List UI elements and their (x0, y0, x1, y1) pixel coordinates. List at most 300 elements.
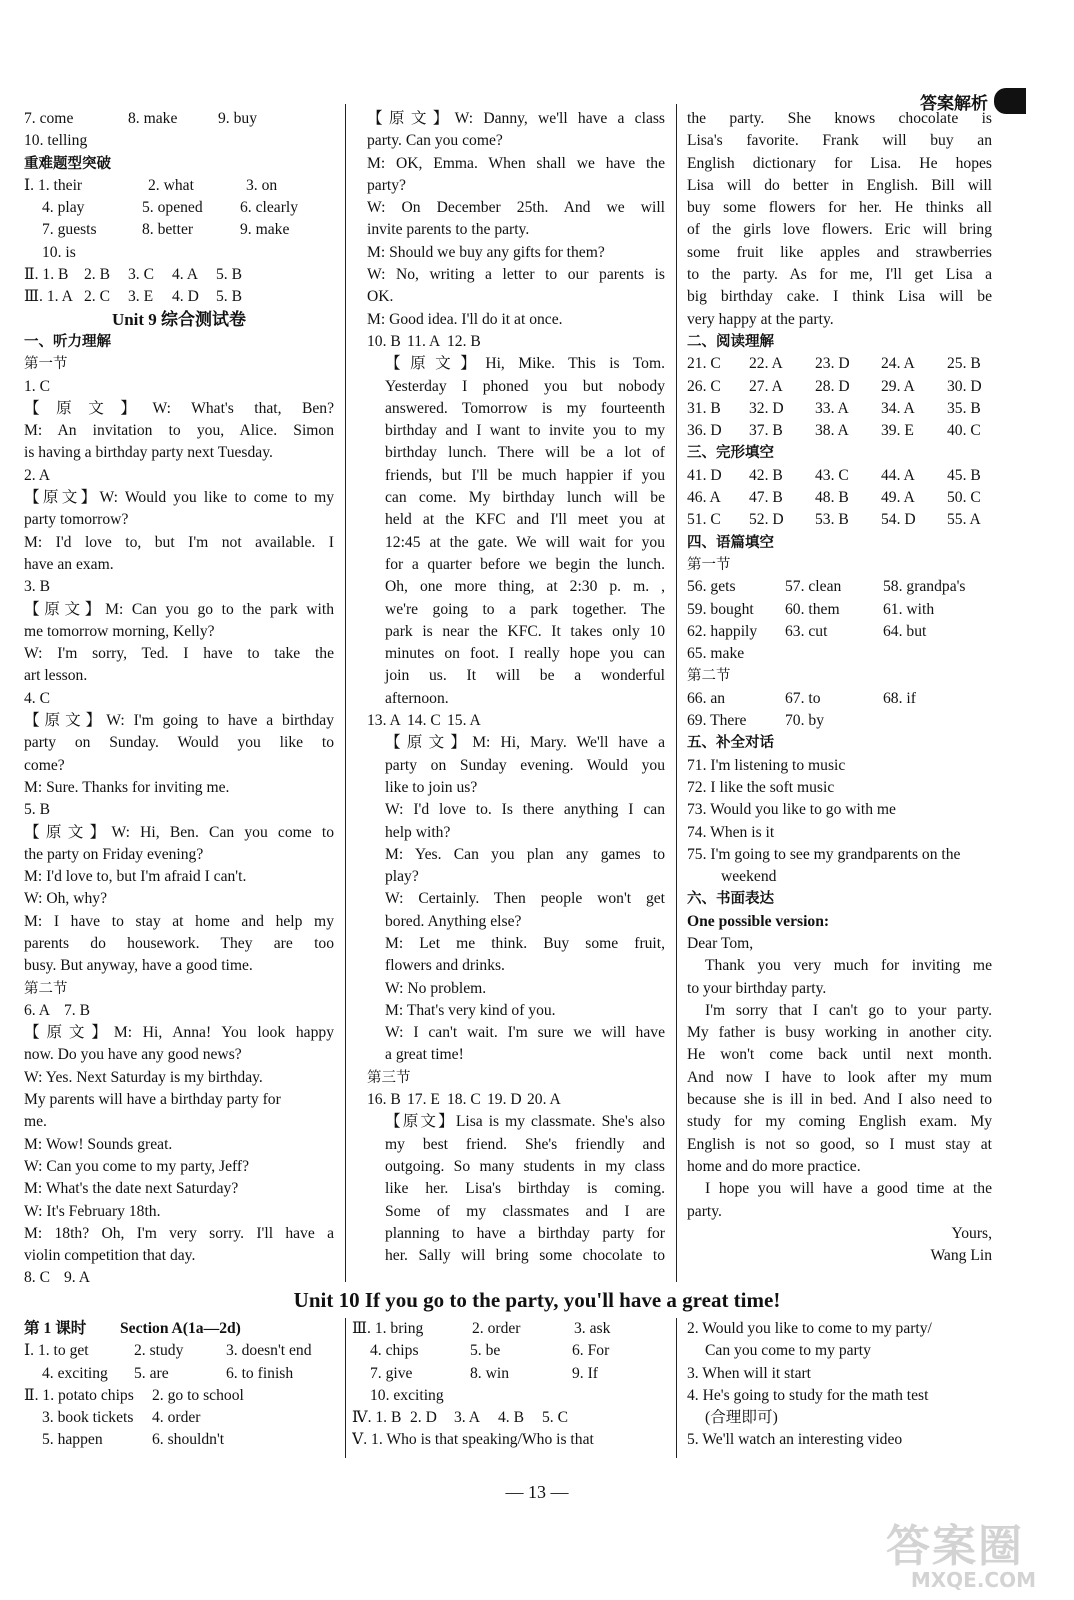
answer-cell: 5. happen (42, 1431, 103, 1449)
answer-row (24, 1363, 334, 1385)
answer-cell: 7. B (64, 1001, 90, 1019)
answer-cell: 5. are (134, 1364, 169, 1382)
watermark-logo (886, 1510, 1036, 1592)
text-line: Lisa's favorite. Frank will buy an (687, 132, 992, 150)
text-line: party tomorrow? (24, 511, 129, 529)
answer-cell: 26. C (687, 377, 721, 395)
text-line: 72. I like the soft music (687, 778, 835, 796)
bottom-divider-right (676, 1318, 677, 1458)
text-line: W: On December 25th. And we will (367, 199, 665, 217)
header-tab-marker (994, 88, 1026, 114)
column-divider-left (345, 104, 346, 1282)
text-line: like her. Lisa's birthday is coming. (385, 1180, 665, 1198)
text-line: 【原文】W: Would you like to come to my (24, 489, 334, 507)
text-line: Ⅴ. 1. Who is that speaking/Who is that (352, 1431, 594, 1449)
text-line: 5. We'll watch an interesting video (687, 1431, 903, 1449)
text-line: me tomorrow morning, Kelly? (24, 622, 215, 640)
text-line: M: An invitation to you, Alice. Simon (24, 422, 334, 440)
text-line: my best friend. She's friendly and (385, 1135, 665, 1153)
answer-cell: 54. D (881, 511, 916, 529)
answer-cell: Ⅲ. 1. bring (352, 1320, 424, 1337)
answer-cell: 6. to finish (226, 1364, 294, 1382)
answer-row (24, 1000, 334, 1022)
text-line: And now I have to look after my mum (687, 1068, 992, 1086)
answer-cell: 4. D (172, 288, 199, 306)
answer-row (24, 1385, 334, 1407)
text-line: 【原文】Lisa is my classmate. She's also (385, 1113, 665, 1131)
text-line: 【原文】W: Danny, we'll have a class (367, 110, 665, 127)
answer-cell: 4. chips (370, 1342, 419, 1360)
text-line: play? (385, 868, 419, 886)
bottom-right-answers (687, 1318, 992, 1452)
answer-cell: 2. order (472, 1320, 521, 1337)
answer-row (24, 175, 334, 197)
answer-row (367, 331, 665, 353)
answer-cell: 3. C (128, 266, 154, 284)
column-middle (367, 108, 665, 1267)
text-line: buy some flowers for her. He thinks all (687, 199, 992, 217)
text-line: 10. exciting (370, 1386, 444, 1404)
answer-cell: 44. A (881, 466, 915, 484)
answer-cell: 8. better (142, 221, 194, 239)
answer-cell: 69. There (687, 712, 747, 730)
text-line: 10. is (42, 243, 76, 261)
header-label: 答案解析 (920, 93, 988, 114)
answer-cell: 53. B (815, 511, 849, 529)
answer-cell: 2. study (134, 1342, 184, 1360)
text-line: M: Yes. Can you plan any games to (385, 845, 665, 863)
text-line: park is near the KFC. It takes only 10 (385, 622, 665, 640)
answer-cell: 4. exciting (42, 1364, 108, 1382)
text-line: M: I'd love to, but I'm not available. I (24, 533, 334, 551)
answer-cell: 33. A (815, 399, 849, 417)
answer-cell: 4. B (498, 1409, 524, 1427)
text-line: flowers and drinks. (385, 957, 505, 975)
text-line: party? (367, 176, 406, 194)
text-line: 3. When will it start (687, 1364, 812, 1382)
text-line: 2. Would you like to come to my party/ (687, 1320, 932, 1337)
text-line: W: I'm sorry, Ted. I have to take the (24, 645, 334, 663)
answer-cell: 3. book tickets (42, 1409, 134, 1427)
text-line: W: It's February 18th. (24, 1202, 161, 1220)
answer-cell: 3. on (246, 176, 278, 194)
answer-row (687, 420, 992, 442)
answer-cell: 32. D (749, 399, 784, 417)
answer-cell: 49. A (881, 489, 915, 507)
text-line: birthday lunch. There will be a lot of (385, 444, 665, 462)
answer-row (687, 599, 992, 621)
text-line: 65. make (687, 645, 745, 663)
answer-cell: Ⅳ. 1. B (352, 1409, 402, 1427)
answer-row (687, 621, 992, 643)
text-line: Yesterday I phoned you but nobody (385, 377, 665, 395)
answer-cell: 8. win (470, 1364, 509, 1382)
text-line: afternoon. (385, 689, 449, 707)
answer-cell: 7. give (370, 1364, 413, 1382)
answer-row (687, 465, 992, 487)
answer-cell: 27. A (749, 377, 783, 395)
answer-cell: 35. B (947, 399, 981, 417)
answer-cell: 22. A (749, 355, 783, 373)
answer-cell: 3. A (454, 1409, 480, 1427)
text-line: 75. I'm going to see my grandparents on the (687, 845, 961, 863)
answer-cell: 5. C (542, 1409, 568, 1427)
answer-cell: 第 1 课时 (24, 1320, 87, 1337)
answer-cell: 70. by (785, 712, 824, 730)
section-heading: 三、完形填空 (687, 445, 774, 462)
answer-cell: 2. what (148, 176, 194, 194)
text-line: I'm sorry that I can't go to your party. (705, 1001, 992, 1019)
text-line: minutes on foot. I really hope you can (385, 645, 665, 663)
answer-row (24, 219, 334, 241)
test-title: Unit 9 综合测试卷 (111, 309, 247, 329)
answer-cell: 4. play (42, 199, 85, 217)
text-line: bored. Anything else? (385, 912, 522, 930)
text-line: M: Let me think. Buy some fruit, (385, 934, 665, 952)
answer-cell: 7. guests (42, 221, 97, 239)
answer-cell: 30. D (947, 377, 982, 395)
text-line: M: That's very kind of you. (385, 1001, 556, 1019)
answer-cell: 16. B (367, 1091, 401, 1109)
answer-row (687, 710, 992, 732)
text-line: W: No, writing a letter to our parents is (367, 266, 665, 284)
answer-cell: 6. clearly (240, 199, 299, 217)
answer-row (687, 487, 992, 509)
answer-cell: 6. shouldn't (152, 1431, 225, 1449)
text-line: very happy at the party. (687, 310, 834, 328)
answer-cell: 3. doesn't end (226, 1342, 312, 1360)
text-line: M: Should we buy any gifts for them? (367, 243, 605, 261)
answer-cell: 43. C (815, 466, 849, 484)
answer-cell: 34. A (881, 399, 915, 417)
text-line: M: OK, Emma. When shall we have the (367, 154, 665, 172)
signature-line: Yours, (951, 1224, 992, 1242)
subsection-label: 第二节 (687, 668, 731, 685)
text-line: study for my coming English exam. My (687, 1113, 992, 1131)
answer-cell: 36. D (687, 422, 722, 440)
text-line: Some of my classmates and I are (385, 1202, 665, 1220)
text-line: me. (24, 1113, 47, 1131)
answer-cell: Ⅰ. 1. their (24, 176, 83, 194)
answer-cell: 2. C (84, 288, 110, 306)
text-line: 2. A (24, 466, 50, 484)
text-line: have an exam. (24, 555, 114, 573)
section-heading: 四、语篇填空 (687, 534, 774, 551)
answer-cell: 4. A (172, 266, 198, 284)
answer-cell: 9. If (572, 1364, 598, 1382)
text-line: 1. C (24, 377, 50, 395)
answer-row (24, 1267, 334, 1289)
text-line: W: Yes. Next Saturday is my birthday. (24, 1068, 263, 1086)
text-line: W: Certainly. Then people won't get (385, 890, 665, 908)
answer-cell: 67. to (785, 689, 821, 707)
text-line: parents do housework. They are too (24, 934, 334, 952)
text-line: answered. Tomorrow is my fourteenth (385, 399, 665, 417)
answer-cell: 47. B (749, 489, 783, 507)
text-line: M: Sure. Thanks for inviting me. (24, 778, 230, 796)
answer-cell: Ⅰ. 1. to get (24, 1342, 89, 1360)
text-line: now. Do you have any good news? (24, 1046, 242, 1064)
text-line: M: I have to stay at home and help my (24, 912, 334, 930)
answer-cell: 11. A (407, 332, 441, 350)
text-line: W: Oh, why? (24, 890, 108, 908)
text-line: the party on Friday evening? (24, 845, 204, 863)
column-divider-right (676, 104, 677, 1282)
answer-cell: 41. D (687, 466, 722, 484)
text-line: 3. B (24, 578, 50, 596)
text-line: a great time! (385, 1046, 464, 1064)
answer-row (24, 1318, 334, 1340)
answer-cell: 52. D (749, 511, 784, 529)
text-line: her. Sally will bring some chocolate to (385, 1247, 665, 1265)
answer-cell: 17. E (407, 1091, 440, 1109)
answer-cell: Ⅱ. 1. potato chips (24, 1386, 134, 1404)
text-line: busy. But anyway, have a good time. (24, 957, 253, 975)
answer-cell: 59. bought (687, 600, 754, 618)
answer-cell: 23. D (815, 355, 850, 373)
text-line: because she is ill in bed. And I also need to (687, 1091, 992, 1109)
subsection-label: 第三节 (367, 1069, 411, 1086)
text-line: OK. (367, 288, 394, 306)
text-line: big birthday cake. I think Lisa will be (687, 288, 992, 306)
text-line: 74. When is it (687, 823, 775, 841)
text-line: come? (24, 756, 65, 774)
answer-cell: 10. B (367, 332, 401, 350)
text-line: English dictionary for Lisa. He hopes (687, 154, 992, 172)
text-line: M: Good idea. I'll do it at once. (367, 310, 563, 328)
watermark-line2: MXQE.COM (910, 1568, 1036, 1592)
answer-row (687, 576, 992, 598)
answer-cell: Ⅱ. 1. B (24, 266, 69, 284)
text-line: art lesson. (24, 667, 88, 685)
text-line: we're going to a park together. The (385, 600, 665, 618)
text-line: some fruit like apples and strawberries (687, 243, 992, 261)
text-line: 【原文】M: Hi, Anna! You look happy (24, 1024, 334, 1042)
answer-cell: 9. buy (218, 110, 257, 127)
text-line: party on Sunday. Would you like to (24, 734, 334, 752)
answer-row (367, 710, 665, 732)
answer-cell: 3. E (128, 288, 154, 306)
watermark-line1: 答案圈 (886, 1521, 1024, 1572)
answer-cell: 4. order (152, 1409, 201, 1427)
answer-cell: 38. A (815, 422, 849, 440)
column-right (687, 108, 992, 1267)
text-line: 12:45 at the gate. We will wait for you (385, 533, 665, 551)
column-left (24, 108, 334, 1290)
text-line: 【原文】W: Hi, Ben. Can you come to (24, 823, 334, 841)
text-line: party. (687, 1202, 722, 1220)
answer-cell: 8. make (128, 110, 178, 127)
answer-cell: 15. A (447, 712, 481, 730)
answer-cell: 61. with (883, 600, 935, 618)
answer-cell: 14. C (407, 712, 441, 730)
answer-cell: 46. A (687, 489, 721, 507)
answer-cell: 42. B (749, 466, 783, 484)
answer-cell: 58. grandpa's (883, 578, 966, 596)
answer-cell: 21. C (687, 355, 721, 373)
text-line: Can you come to my party (705, 1342, 871, 1360)
answer-cell: 12. B (447, 332, 481, 350)
text-line: home and do more practice. (687, 1157, 861, 1175)
answer-cell: 31. B (687, 399, 721, 417)
answer-cell: 18. C (447, 1091, 481, 1109)
answer-cell: Section A(1a—2d) (120, 1320, 241, 1337)
answer-cell: 5. opened (142, 199, 203, 217)
answer-row (24, 264, 334, 286)
text-line: Dear Tom, (687, 934, 754, 952)
bottom-left-answers (24, 1318, 334, 1452)
answer-row (687, 376, 992, 398)
text-line: Oh, one more thing, at 2:30 p. m. , (385, 578, 665, 596)
text-line: for a quarter before we begin the lunch. (385, 555, 665, 573)
answer-cell: 24. A (881, 355, 915, 373)
answer-cell: 3. ask (574, 1320, 611, 1337)
text-line: Thank you very much for inviting me (705, 957, 992, 975)
answer-cell: 20. A (527, 1091, 561, 1109)
answer-cell: 50. C (947, 489, 981, 507)
answer-row (24, 108, 334, 130)
answer-cell: 2. D (410, 1409, 437, 1427)
section-heading: 六、书面表达 (687, 891, 774, 908)
text-line: weekend (721, 868, 777, 886)
text-line: party. Can you come? (367, 132, 503, 150)
text-line: can come. My birthday lunch will be (385, 489, 665, 507)
text-line: M: 18th? Oh, I'm very sorry. I'll have a (24, 1224, 334, 1242)
answer-cell: 2. B (84, 266, 110, 284)
answer-row (352, 1340, 670, 1362)
text-line: W: Can you come to my party, Jeff? (24, 1157, 250, 1175)
text-line: My father is busy working in another city. (687, 1024, 992, 1042)
text-line: birthday and I want to invite you to my (385, 422, 665, 440)
text-line: 【原文】Hi, Mike. This is Tom. (385, 355, 665, 373)
answer-cell: 5. B (216, 266, 242, 284)
page-number: — 13 — (505, 1482, 569, 1502)
answer-cell: 63. cut (785, 622, 828, 640)
answer-cell: 5. be (470, 1342, 501, 1360)
answer-cell: 62. happily (687, 622, 758, 640)
answer-row (24, 286, 334, 308)
answer-row (352, 1318, 670, 1340)
answer-cell: 60. them (785, 600, 840, 618)
text-line: 71. I'm listening to music (687, 756, 846, 774)
signature-line: Wang Lin (930, 1247, 992, 1265)
text-line: W: No problem. (385, 979, 487, 997)
answer-cell: 68. if (883, 689, 916, 707)
answer-cell: 6. A (24, 1001, 50, 1019)
text-line: join us. It will be a wonderful (385, 667, 665, 685)
text-line: the party. She knows chocolate is (687, 110, 992, 127)
text-line: 73. Would you like to go with me (687, 801, 896, 819)
answer-cell: 5. B (216, 288, 242, 306)
answer-cell: 9. make (240, 221, 290, 239)
answer-row (687, 688, 992, 710)
text-line: like to join us? (385, 778, 478, 796)
subsection-label: 第一节 (24, 356, 68, 373)
text-line: W: I can't wait. I'm sure we will have (385, 1024, 665, 1042)
answer-cell: 8. C (24, 1269, 50, 1287)
answer-cell: 25. B (947, 355, 981, 373)
text-line: to your birthday party. (687, 979, 827, 997)
section-heading: 二、阅读理解 (687, 333, 774, 350)
answer-cell: 28. D (815, 377, 850, 395)
text-line: 4. He's going to study for the math test (687, 1386, 929, 1404)
answer-cell: 29. A (881, 377, 915, 395)
text-line: planning to have a birthday party for (385, 1224, 665, 1242)
answer-cell: 64. but (883, 622, 927, 640)
text-line: 5. B (24, 801, 50, 819)
answer-row (24, 1340, 334, 1362)
answer-row (687, 353, 992, 375)
text-line: M: Wow! Sounds great. (24, 1135, 173, 1153)
text-line: 4. C (24, 689, 50, 707)
text-line: party on Sunday evening. Would you (385, 756, 665, 774)
answer-cell: 6. For (572, 1342, 610, 1360)
answer-cell: 55. A (947, 511, 981, 529)
subsection-label: 第一节 (687, 556, 731, 573)
answer-row (687, 398, 992, 420)
text-line: 【原文】M: Can you go to the park with (24, 600, 334, 618)
text-line: English is not so good, so I must stay at (687, 1135, 992, 1153)
text-line: friends, but I'll be much happier if you (385, 466, 665, 484)
text-line: violin competition that day. (24, 1247, 196, 1265)
answer-cell: 13. A (367, 712, 401, 730)
text-line: 【原文】W: I'm going to have a birthday (24, 712, 334, 730)
answer-cell: 40. C (947, 422, 981, 440)
answer-cell: 7. come (24, 110, 74, 127)
text-line: One possible version: (687, 912, 830, 930)
subsection-label: 第二节 (24, 980, 68, 997)
text-line: invite parents to the party. (367, 221, 530, 239)
text-line: (合理即可) (705, 1409, 778, 1427)
text-line: 【原文】M: Hi, Mary. We'll have a (385, 734, 665, 752)
answer-row (352, 1407, 670, 1429)
answer-cell: 45. B (947, 466, 981, 484)
answer-cell: 37. B (749, 422, 783, 440)
answer-cell: 39. E (881, 422, 914, 440)
answer-cell: 19. D (487, 1091, 522, 1109)
text-line: M: What's the date next Saturday? (24, 1180, 239, 1198)
answer-cell: 51. C (687, 511, 721, 529)
text-line: to the party. As for me, I'll get Lisa a (687, 266, 992, 284)
answer-row (24, 1407, 334, 1429)
section-heading: 重难题型突破 (24, 155, 111, 172)
text-line: 10. telling (24, 132, 88, 150)
text-line: held at the KFC and I'll meet you at (385, 511, 665, 529)
text-line: M: I'd love to, but I'm afraid I can't. (24, 868, 247, 886)
answer-row (687, 509, 992, 531)
section-heading: 五、补全对话 (687, 735, 774, 752)
answer-row (24, 1429, 334, 1451)
answer-row (24, 197, 334, 219)
text-line: is having a birthday party next Tuesday. (24, 444, 273, 462)
text-line: help with? (385, 823, 451, 841)
section-heading: 一、听力理解 (24, 333, 111, 350)
answer-cell: 2. go to school (152, 1386, 244, 1404)
text-line: 【原文】W: What's that, Ben? (24, 399, 334, 417)
text-line: He won't come back until next month. (687, 1046, 992, 1064)
bottom-middle-answers (352, 1318, 670, 1452)
answer-row (352, 1363, 670, 1385)
text-line: Lisa will do better in English. Bill will (687, 176, 992, 194)
bottom-divider-left (345, 1318, 346, 1458)
answer-cell: 9. A (64, 1269, 90, 1287)
answer-cell: 57. clean (785, 578, 842, 596)
unit10-title: Unit 10 If you go to the party, you'll have a great time! (293, 1288, 781, 1312)
text-line: outgoing. So many students in my class (385, 1157, 665, 1175)
text-line: My parents will have a birthday party for (24, 1091, 281, 1109)
answer-row (367, 1089, 665, 1111)
answer-cell: 56. gets (687, 578, 736, 596)
